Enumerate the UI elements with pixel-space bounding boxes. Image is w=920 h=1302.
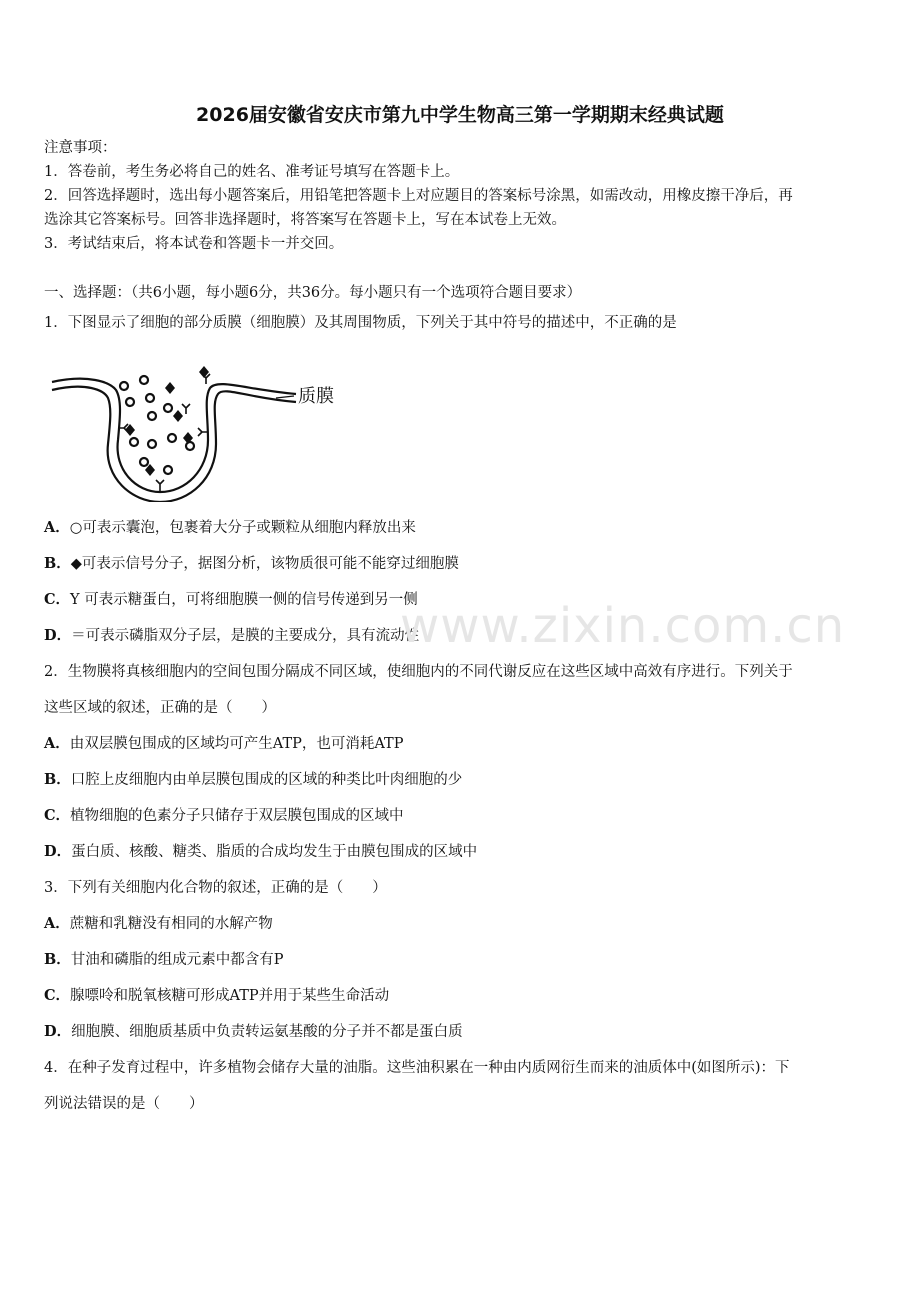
note-item: 1．答卷前，考生务必将自己的姓名、准考证号填写在答题卡上。 bbox=[44, 164, 460, 180]
figure-label: 质膜 bbox=[298, 386, 334, 407]
option-text: Y 可表示糖蛋白，可将细胞膜一侧的信号传递到另一侧 bbox=[70, 592, 418, 608]
option-text: 细胞膜、细胞质基质中负责转运氨基酸的分子并不都是蛋白质 bbox=[71, 1024, 463, 1040]
option-text: ◆可表示信号分子，据图分析，该物质很可能不能穿过细胞膜 bbox=[70, 556, 459, 572]
option-b[interactable] bbox=[44, 950, 284, 970]
option-letter: B． bbox=[44, 771, 71, 788]
note-item: 2．回答选择题时，选出每小题答案后，用铅笔把答题卡上对应题目的答案标号涂黑，如需改动，用橡皮擦干净后，再 bbox=[44, 188, 793, 204]
option-a[interactable] bbox=[44, 734, 403, 754]
option-text: 蛋白质、核酸、糖类、脂质的合成均发生于由膜包围成的区域中 bbox=[71, 844, 478, 860]
cell-membrane-figure bbox=[48, 352, 358, 502]
option-text: ＝可表示磷脂双分子层，是膜的主要成分，具有流动性 bbox=[71, 628, 420, 644]
note-item: 3．考试结束后，将本试卷和答题卡一并交回。 bbox=[44, 236, 344, 252]
option-b[interactable] bbox=[44, 770, 462, 790]
question-3-stem: 3．下列有关细胞内化合物的叙述，正确的是（ ） bbox=[44, 880, 387, 896]
option-letter: A． bbox=[44, 519, 70, 536]
watermark: www.zixin.com.cn bbox=[400, 598, 846, 654]
option-b[interactable] bbox=[44, 554, 459, 574]
option-letter: B． bbox=[44, 555, 71, 572]
option-letter: B． bbox=[44, 951, 71, 968]
question-1-stem: 1．下图显示了细胞的部分质膜（细胞膜）及其周围物质，下列关于其中符号的描述中，不正确的是 bbox=[44, 315, 677, 331]
option-text: ○可表示囊泡，包裹着大分子或颗粒从细胞内释放出来 bbox=[69, 520, 416, 536]
question-2-stem-cont: 这些区域的叙述，正确的是（ ） bbox=[44, 700, 276, 716]
note-item: 选涂其它答案标号。回答非选择题时，将答案写在答题卡上，写在本试卷上无效。 bbox=[44, 212, 566, 228]
option-letter: D． bbox=[44, 1023, 72, 1040]
option-letter: C． bbox=[44, 987, 71, 1004]
option-text: 腺嘌呤和脱氧核糖可形成ATP并用于某些生命活动 bbox=[70, 988, 390, 1004]
signal-molecule-icons bbox=[125, 366, 209, 476]
question-4-stem-cont: 列说法错误的是（ ） bbox=[44, 1096, 204, 1112]
section-heading: 一、选择题：（共6小题，每小题6分，共36分。每小题只有一个选项符合题目要求） bbox=[44, 285, 582, 301]
option-letter: A． bbox=[44, 735, 70, 752]
page-title: 2026届安徽省安庆市第九中学生物高三第一学期期末经典试题 bbox=[196, 104, 724, 126]
option-c[interactable] bbox=[44, 590, 418, 610]
option-letter: D． bbox=[44, 627, 72, 644]
option-c[interactable] bbox=[44, 986, 389, 1006]
option-text: 口腔上皮细胞内由单层膜包围成的区域的种类比叶肉细胞的少 bbox=[70, 772, 463, 788]
option-c[interactable] bbox=[44, 806, 404, 826]
option-d[interactable] bbox=[44, 842, 477, 862]
option-text: 甘油和磷脂的组成元素中都含有P bbox=[70, 952, 284, 968]
option-text: 由双层膜包围成的区域均可产生ATP，也可消耗ATP bbox=[69, 736, 404, 752]
vesicle-icons bbox=[120, 376, 194, 474]
option-text: 植物细胞的色素分子只储存于双层膜包围成的区域中 bbox=[70, 808, 404, 824]
question-4-stem: 4．在种子发育过程中，许多植物会储存大量的油脂。这些油积累在一种由内质网衍生而来的油质体中(如图所示)：下 bbox=[44, 1060, 790, 1076]
option-d[interactable] bbox=[44, 626, 419, 646]
option-letter: C． bbox=[44, 591, 71, 608]
option-letter: C． bbox=[44, 807, 71, 824]
option-text: 蔗糖和乳糖没有相同的水解产物 bbox=[69, 916, 273, 932]
option-a[interactable] bbox=[44, 518, 416, 538]
option-letter: D． bbox=[44, 843, 72, 860]
option-d[interactable] bbox=[44, 1022, 463, 1042]
question-2-stem: 2．生物膜将真核细胞内的空间包围分隔成不同区域，使细胞内的不同代谢反应在这些区域中高效有序进行。下列关于 bbox=[44, 664, 793, 680]
notes-heading: 注意事项： bbox=[44, 140, 117, 156]
option-a[interactable] bbox=[44, 914, 273, 934]
option-letter: A． bbox=[44, 915, 70, 932]
